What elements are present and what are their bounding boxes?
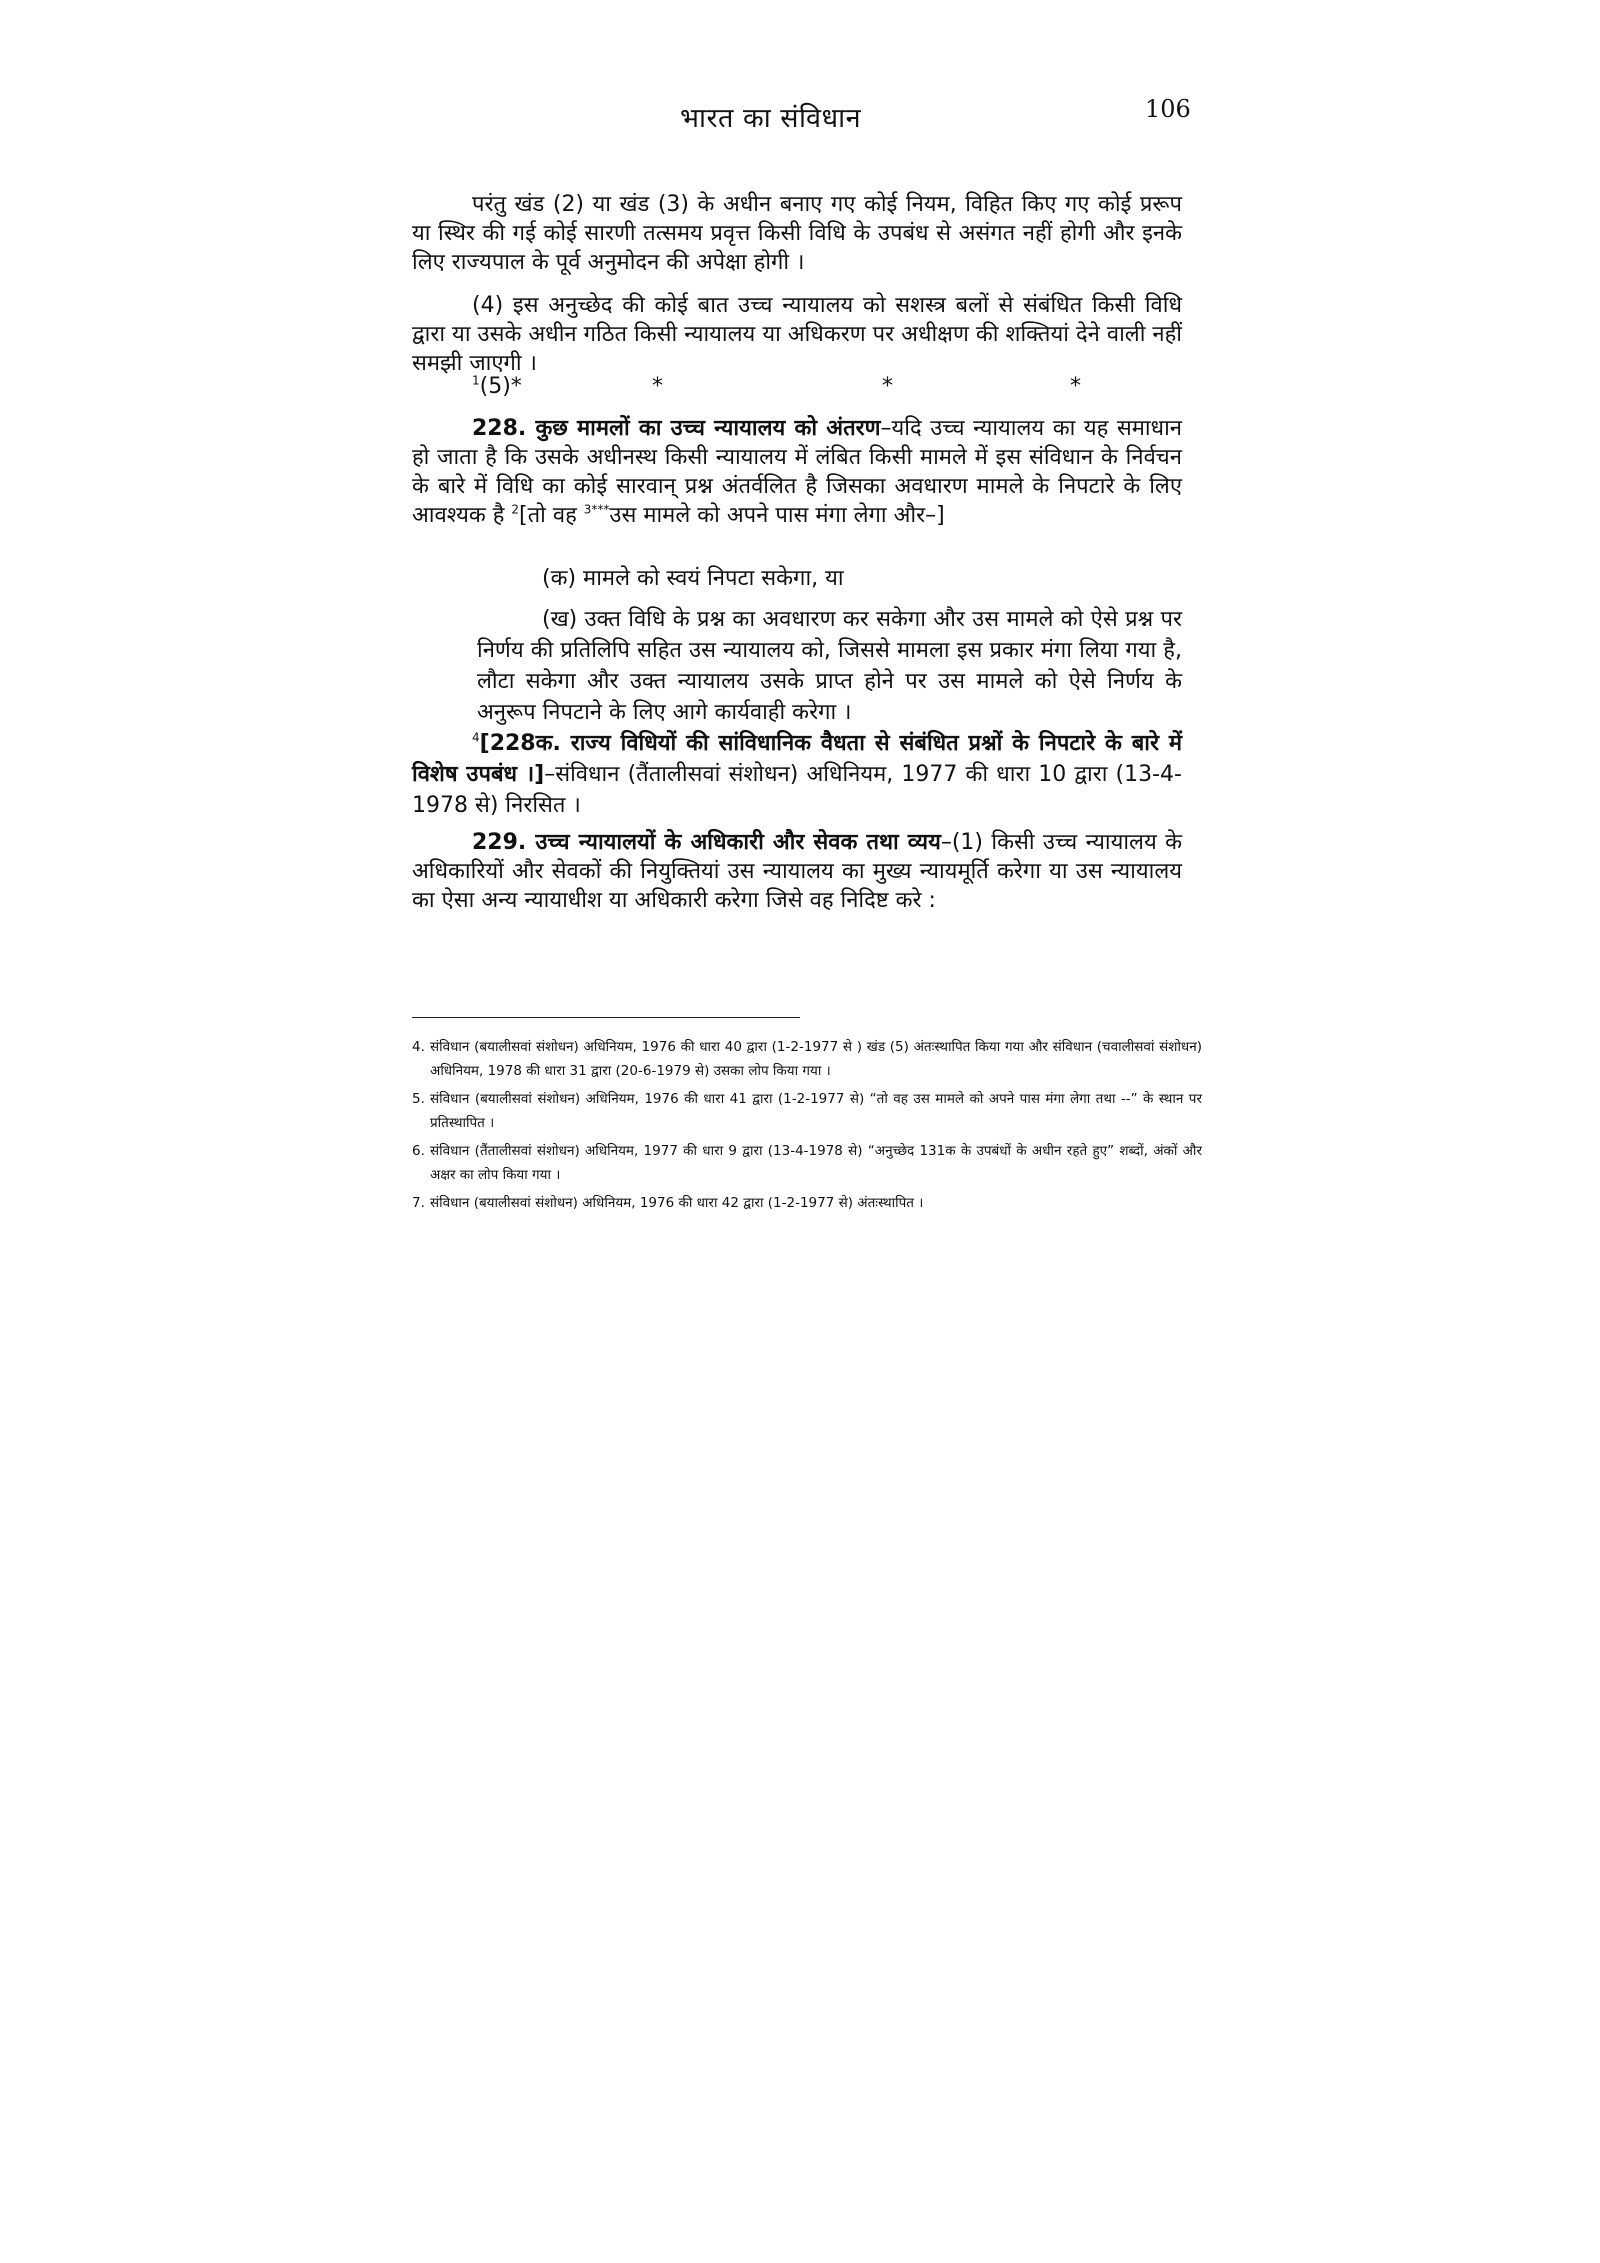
article-228 (412, 414, 1182, 544)
article-228-paragraph (412, 414, 1182, 530)
footnote-text: संविधान (तैंतालीसवां संशोधन) अधिनियम, 1977 की धारा 9 द्वारा (13-4-1978 से) “अनुच्छेद 131क के उपबंधों के अधीन रहते हुए” शब्दों, अंकों और अक्षर का लोप किया गया । (430, 1143, 1202, 1183)
article-228a-paragraph (412, 728, 1182, 821)
page-title: भारत का संविधान (680, 103, 862, 134)
article-228a (412, 728, 1182, 835)
clause-number: (5)* (479, 374, 522, 399)
page-number: 106 (1145, 95, 1191, 123)
footnote-text: संविधान (बयालीसवां संशोधन) अधिनियम, 1976 की धारा 40 द्वारा (1-2-1977 से ) खंड (5) अंतःस्थापित किया गया और संविधान (चवालीसवां संशोधन) अधिनियम, 1978 की धारा 31 द्वारा (20-6-1979 से) उसका लोप किया गया । (430, 1039, 1202, 1079)
article-229 (412, 828, 1182, 929)
article-228a-text: –संविधान (तैंतालीसवां संशोधन) अधिनियम, 1977 की धारा 10 द्वारा (13-4-1978 से) निरसित । (412, 762, 1182, 818)
footnote (412, 1139, 1202, 1187)
footnote-number: 7. (412, 1195, 425, 1211)
omission-star: * (882, 374, 893, 399)
footnote-ref: 4 (472, 730, 480, 745)
article-228-text: [तो वह (519, 503, 584, 528)
clause-kha-text: (ख) उक्त विधि के प्रश्न का अवधारण कर सकेगा और उस मामले को ऐसे प्रश्न पर निर्णय की प्रतिलिपि सहित उस न्यायालय को, जिससे मामला इस प्रकार मंगा लिया गया है, लौटा सकेगा और उक्त न्यायालय उसके प्राप्त होने पर उस मामले को ऐसे निर्णय के अनुरूप निपटाने के लिए आगे कार्यवाही करेगा । (477, 607, 1182, 725)
clause-4-paragraph: (4) इस अनुच्छेद की कोई बात उच्च न्यायालय को सशस्त्र बलों से संबंधित किसी विधि द्वारा या उसके अधीन गठित किसी न्यायालय या अधिकरण पर अधीक्षण की शक्तियां देने वाली नहीं समझी जाएगी । (412, 293, 1182, 376)
footnote-ref: 2 (511, 502, 520, 517)
omission-star: * (652, 374, 663, 399)
omitted-clause-label (472, 374, 522, 399)
clause-ka: (क) मामले को स्वयं निपटा सकेगा, या (542, 566, 844, 591)
footnote-divider (412, 1017, 800, 1018)
footnote-text: संविधान (बयालीसवां संशोधन) अधिनियम, 1976 की धारा 41 द्वारा (1-2-1977 से) “तो वह उस मामले को अपने पास मंगा लेगा तथा --” के स्थान पर प्रतिस्थापित । (430, 1091, 1202, 1131)
article-229-heading: 229. उच्च न्यायालयों के अधिकारी और सेवक तथा व्यय (472, 830, 941, 855)
body-block-top (412, 190, 1182, 392)
footnote-ref: 1 (472, 373, 480, 388)
clause-kha (477, 604, 1182, 728)
omitted-clause-5 (472, 374, 1192, 399)
article-228a-heading: [228क. राज्य विधियों की सांविधानिक वैधता से संबंधित प्रश्नों के निपटारे के बारे में विशेष उपबंध ।] (412, 731, 1182, 787)
article-228-text: उस मामले को अपने पास मंगा लेगा और–] (609, 503, 945, 528)
footnote-number: 4. (412, 1039, 425, 1055)
footnote (412, 1035, 1202, 1083)
omission-star: * (1070, 374, 1081, 399)
proviso-paragraph: परंतु खंड (2) या खंड (3) के अधीन बनाए गए कोई नियम, विहित किए गए कोई प्ररूप या स्थिर की गई कोई सारणी तत्समय प्रवृत्त किसी विधि के उपबंध से असंगत नहीं होगी और इनके लिए राज्यपाल के पूर्व अनुमोदन की अपेक्षा होगी । (412, 192, 1182, 275)
footnote (412, 1191, 1202, 1215)
footnote-number: 6. (412, 1143, 425, 1159)
footnote-number: 5. (412, 1091, 425, 1107)
footnote-text: संविधान (बयालीसवां संशोधन) अधिनियम, 1976 की धारा 42 द्वारा (1-2-1977 से) अंतःस्थापित । (430, 1195, 924, 1211)
footnote-ref: 3*** (583, 502, 610, 517)
footnotes (412, 1035, 1202, 1219)
article-229-paragraph (412, 828, 1182, 915)
article-228-text: –यदि उच्च न्यायालय का यह समाधान हो जाता है कि उसके अधीनस्थ किसी न्यायालय में लंबित किसी मामले में इस संविधान के निर्वचन के बारे में विधि का कोई सारवान् प्रश्न अंतर्वलित है जिसका अवधारण मामले के निपटारे के लिए आवश्यक है (412, 416, 1182, 528)
footnote (412, 1087, 1202, 1135)
article-229-text: –(1) किसी उच्च न्यायालय के अधिकारियों और सेवकों की नियुक्तियां उस न्यायालय का मुख्य न्यायमूर्ति करेगा या उस न्यायालय का ऐसा अन्य न्यायाधीश या अधिकारी करेगा जिसे वह निदिष्ट करे : (412, 830, 1182, 913)
article-228-heading: 228. कुछ मामलों का उच्च न्यायालय को अंतरण (472, 416, 881, 441)
